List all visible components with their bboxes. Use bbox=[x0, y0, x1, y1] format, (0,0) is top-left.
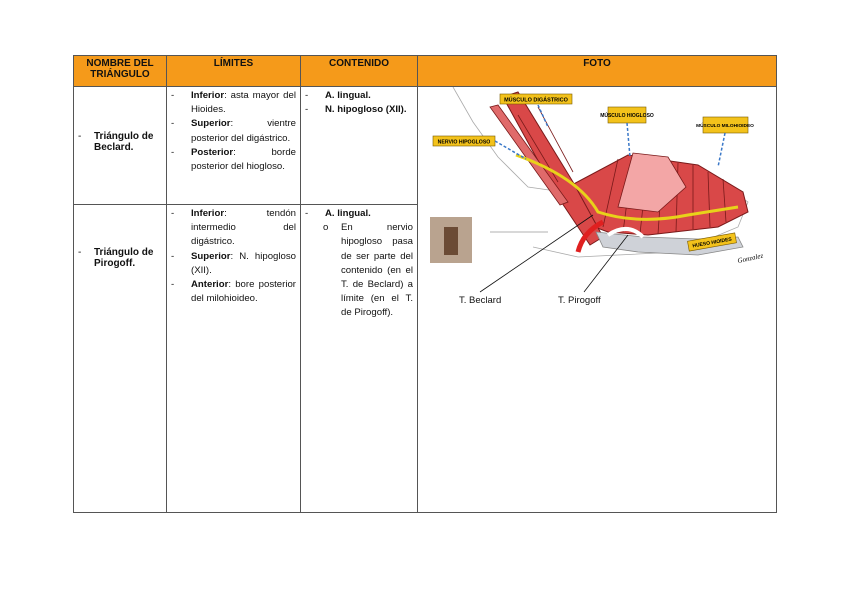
signature: Gonzalez bbox=[736, 251, 764, 265]
header-limites: LÍMITES bbox=[167, 56, 301, 87]
digastrico-muscle bbox=[503, 92, 603, 245]
header-foto: FOTO bbox=[418, 56, 777, 87]
limites-list bbox=[167, 205, 300, 306]
contenido-list bbox=[301, 87, 417, 117]
limite-item: - Superior: vientre posterior del digástrico. bbox=[171, 118, 296, 144]
limite-item: - Anterior: bore posterior del milohioideo. bbox=[171, 279, 296, 305]
label-nervio: NERVIO HIPOGLOSO bbox=[437, 139, 491, 146]
header-nombre: NOMBRE DEL TRIÁNGULO bbox=[74, 56, 167, 87]
limite-item: - Inferior: tendón intermedio del digástrico. bbox=[171, 208, 296, 248]
label-digastrico: MÚSCULO DIGÁSTRICO bbox=[504, 97, 568, 104]
contenido-subitem: o En nervio hipogloso pasa de ser parte del contenido (en el T. de Beclard) a límite (en el T. de Pirogoff). bbox=[323, 222, 413, 319]
label-hioides: HUESO HIOIDES bbox=[692, 236, 733, 250]
limites-list bbox=[167, 87, 300, 174]
triangle-name: Triángulo de Pirogoff. bbox=[94, 247, 154, 269]
contenido-item: - A. lingual. bbox=[305, 90, 371, 101]
contenido-sublist bbox=[301, 221, 417, 320]
label-hiogloso: MÚSCULO HIOGLOSO bbox=[600, 113, 654, 119]
anatomy-figure bbox=[418, 87, 776, 317]
label-milohioideo: MÚSCULO MILOHIOIDEO bbox=[696, 124, 754, 129]
foto-cell bbox=[418, 87, 777, 513]
callout-pirogoff: T. Pirogoff bbox=[558, 295, 601, 306]
triangles-table bbox=[73, 55, 777, 513]
contenido-item: - A. lingual. bbox=[305, 208, 371, 219]
limite-item: - Superior: N. hipogloso (XII). bbox=[171, 250, 296, 276]
triangle-name: Triángulo de Beclard. bbox=[94, 130, 154, 153]
header-contenido: CONTENIDO bbox=[301, 56, 418, 87]
contenido-list bbox=[301, 205, 417, 221]
limite-item: - Posterior: borde posterior del hiogloso. bbox=[171, 146, 296, 173]
row-pirogoff: - Triángulo de Pirogoff. - Inferior: tendón intermedio del digástrico. - Superior: N. hipogloso (XII). - Anterior: bore posterior del milohioideo. - A. lingual. o En nervio hipogloso pasa de ser parte del contenido (en el T. de Beclard) a límite (en el T. de Pirogoff). bbox=[74, 205, 777, 513]
row-beclard: - Triángulo de Beclard. - Inferior: asta mayor del Hioides. - Superior: vientre posterior del digástrico. - Posterior: borde posterior del hiogloso. - A. lingual. - N. hipogloso (XII). MÚSCULO DIGÁSTRICO MÚSCULO HIOGLOSO MÚSCULO MILOHIOIDEO NERVIO HIPOGLOSO HUESO HIOIDES Gonzalez T. Beclard T. Pirogoff bbox=[74, 87, 777, 205]
limite-item: - Inferior: asta mayor del Hioides. bbox=[171, 90, 296, 116]
callout-beclard: T. Beclard bbox=[459, 295, 502, 306]
contenido-item: - N. hipogloso (XII). bbox=[305, 104, 407, 116]
